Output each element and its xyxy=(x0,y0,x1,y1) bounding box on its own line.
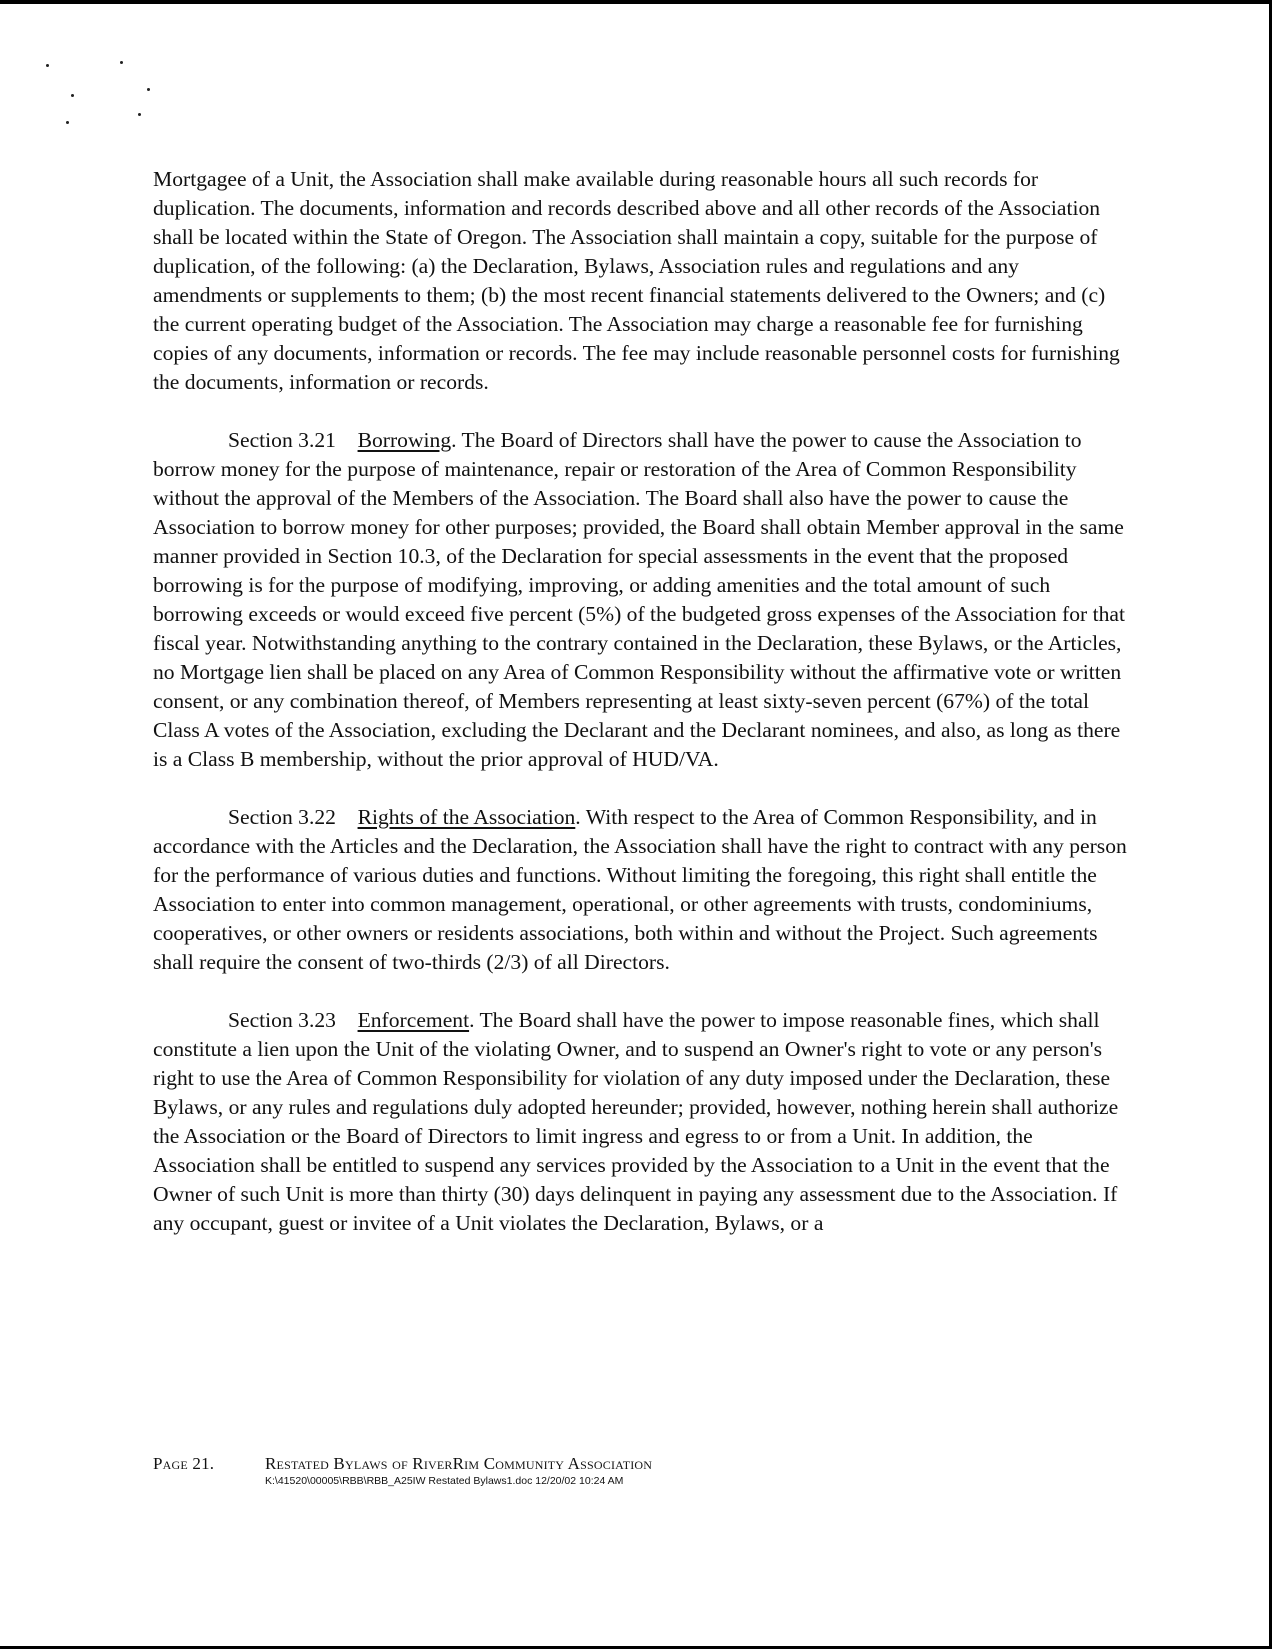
section-number: Section 3.21 xyxy=(228,428,336,452)
document-title: Restated Bylaws of RiverRim Community Association xyxy=(265,1454,653,1473)
footer-line xyxy=(153,1454,1127,1474)
section-number: Section 3.22 xyxy=(228,805,336,829)
section-title: Borrowing xyxy=(357,428,452,452)
section-3-23-paragraph xyxy=(153,1006,1127,1238)
section-text: . The Board shall have the power to impose reasonable fines, which shall constitute a lien upon the Unit of the violating Owner, and to suspend an Owner's right to vote or any person's right to use the Area of Common Responsibility for violation of any duty imposed under the Declaration, these Bylaws, or any rules and regulations duly adopted hereunder; provided, however, nothing herein shall authorize the Association or the Board of Directors to limit ingress and egress to or from a Unit. In addition, the Association shall be entitled to suspend any services provided by the Association to a Unit in the event that the Owner of such Unit is more than thirty (30) days delinquent in paying any assessment due to the Association. If any occupant, guest or invitee of a Unit violates the Declaration, Bylaws, or a xyxy=(153,1008,1119,1235)
page-number: Page 21. xyxy=(153,1454,215,1473)
section-3-22-paragraph xyxy=(153,803,1127,977)
section-title: Enforcement xyxy=(357,1008,470,1032)
scan-speck xyxy=(46,64,49,67)
intro-paragraph: Mortgagee of a Unit, the Association shall make available during reasonable hours all such records for duplication. The documents, information and records described above and all other records of the Association shall be located within the State of Oregon. The Association shall maintain a copy, suitable for the purpose of duplication, of the following: (a) the Declaration, Bylaws, Association rules and regulations and any amendments or supplements to them; (b) the most recent financial statements delivered to the Owners; and (c) the current operating budget of the Association. The Association may charge a reasonable fee for furnishing copies of any documents, information or records. The fee may include reasonable personnel costs for furnishing the documents, information or records. xyxy=(153,167,1120,394)
document-body xyxy=(153,165,1127,1238)
section-text: . The Board of Directors shall have the power to cause the Association to borrow money for the purpose of maintenance, repair or restoration of the Area of Common Responsibility without the approval of the Members of the Association. The Board shall also have the power to cause the Association to borrow money for other purposes; provided, the Board shall obtain Member approval in the same manner provided in Section 10.3, of the Declaration for special assessments in the event that the proposed borrowing is for the purpose of modifying, improving, or adding amenities and the total amount of such borrowing exceeds or would exceed five percent (5%) of the budgeted gross expenses of the Association for that fiscal year. Notwithstanding anything to the contrary contained in the Declaration, these Bylaws, or the Articles, no Mortgage lien shall be placed on any Area of Common Responsibility without the affirmative vote or written consent, or any combination thereof, of Members representing at least sixty-seven percent (67%) of the total Class A votes of the Association, excluding the Declarant and the Declarant nominees, and also, as long as there is a Class B membership, without the prior approval of HUD/VA. xyxy=(153,428,1126,771)
scan-speck xyxy=(71,94,74,97)
scan-speck xyxy=(66,121,69,124)
section-text: . With respect to the Area of Common Responsibility, and in accordance with the Articles and the Declaration, the Association shall have the right to contract with any person for the performance of various duties and functions. Without limiting the foregoing, this right shall entitle the Association to enter into common management, operational, or other agreements with trusts, condominiums, cooperatives, or other owners or residents associations, both within and without the Project. Such agreements shall require the consent of two-thirds (2/3) of all Directors. xyxy=(153,805,1127,974)
page-footer xyxy=(153,1454,1127,1487)
section-number: Section 3.23 xyxy=(228,1008,336,1032)
scan-speck xyxy=(120,61,123,64)
section-3-21-paragraph xyxy=(153,426,1127,774)
file-path: K:\41520\00005\RBB\RBB_A25IW Restated Bylaws1.doc 12/20/02 10:24 AM xyxy=(265,1475,624,1487)
scan-speck xyxy=(147,88,150,91)
scan-speck xyxy=(138,113,141,116)
section-title: Rights of the Association xyxy=(357,805,576,829)
